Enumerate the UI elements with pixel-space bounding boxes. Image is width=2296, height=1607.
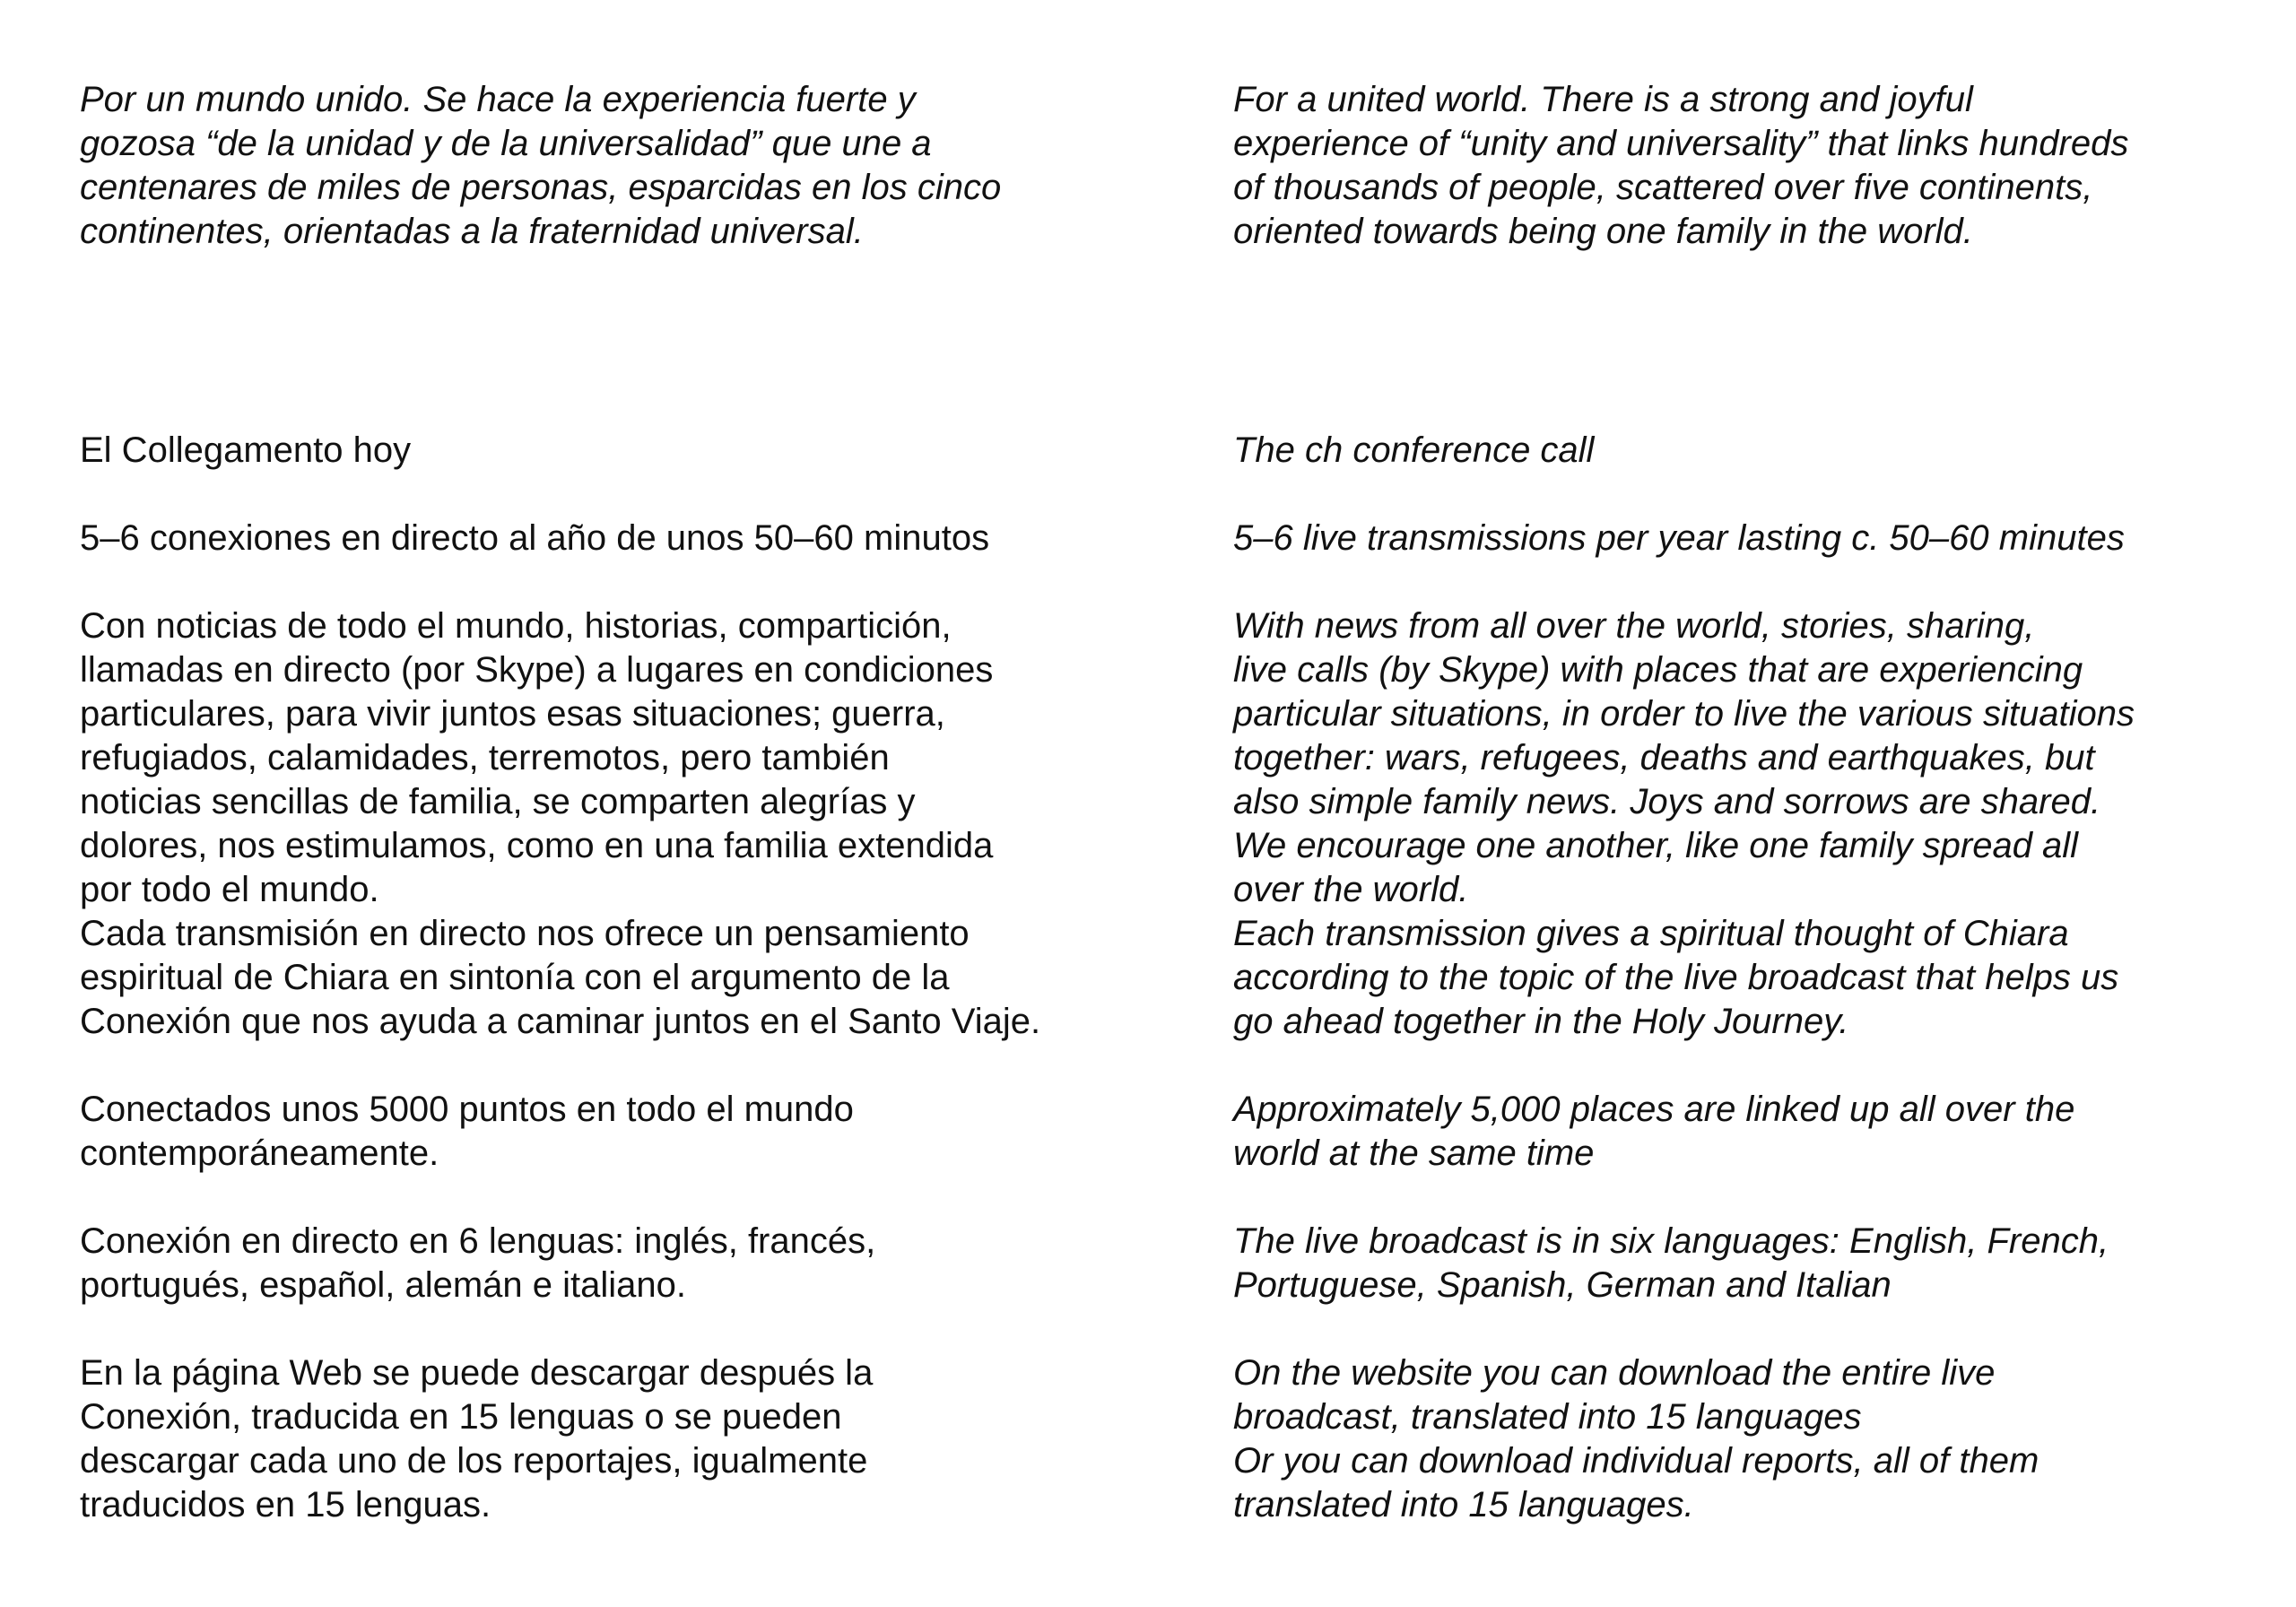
spanish-intro-block: [80, 78, 1174, 254]
english-languages-paragraph: The live broadcast is in six languages: English, French, Portuguese, Spanish, German and Italian: [1233, 1221, 2109, 1305]
spanish-languages-paragraph: Conexión en directo en 6 lenguas: inglés, francés, portugués, español, alemán e italiano.: [80, 1221, 876, 1305]
english-heading: The ch conference call: [1233, 430, 1595, 470]
spanish-heading: El Collegamento hoy: [80, 430, 412, 470]
english-intro-block: [1233, 78, 2274, 254]
english-points-paragraph: Approximately 5,000 places are linked up all over the world at the same time: [1233, 1090, 2075, 1173]
english-news-paragraph: With news from all over the world, stories, sharing, live calls (by Skype) with places that are experiencing particular situations, in order to live the various situations together: wars, refugees, deaths and earthquakes, but also simple family news. Joys and sorrows are shared. We encourage one another, like one family spread all over the world. Each transmission gives a spiritual thought of Chiara according to the topic of the live broadcast that helps us go ahead together in the Holy Journey.: [1233, 606, 2135, 1041]
english-intro: For a united world. There is a strong and joyful experience of “unity and universality” that links hundreds of thousands of people, scattered over five continents, oriented towards being one family in the world.: [1233, 80, 2129, 251]
spanish-body-block: [80, 429, 1174, 1527]
spanish-news-paragraph: Con noticias de todo el mundo, historias, compartición, llamadas en directo (por Skype) a lugares en condiciones particulares, para vivir juntos esas situaciones; guerra, refugiados, calamidades, terremotos, pero también noticias sencillas de familia, se comparten alegrías y dolores, nos estimulamos, como en una familia extendida por todo el mundo. Cada transmisión en directo nos ofrece un pensamiento espiritual de Chiara en sintonía con el argumento de la Conexión que nos ayuda a caminar juntos en el Santo Viaje.: [80, 606, 1041, 1041]
spanish-points-paragraph: Conectados unos 5000 puntos en todo el mundo contemporáneamente.: [80, 1090, 854, 1173]
english-body-block: [1233, 429, 2274, 1527]
spanish-intro: Por un mundo unido. Se hace la experiencia fuerte y gozosa “de la unidad y de la universalidad” que une a centenares de miles de personas, esparcidas en los cinco continentes, orientadas a la fraternidad universal.: [80, 80, 1002, 251]
english-download-paragraph: On the website you can download the entire live broadcast, translated into 15 languages Or you can download individual reports, all of them translated into 15 languages.: [1233, 1353, 2039, 1524]
english-frequency: 5–6 live transmissions per year lasting c. 50–60 minutes: [1233, 518, 2125, 558]
spanish-frequency: 5–6 conexiones en directo al año de unos 50–60 minutos: [80, 518, 990, 558]
spanish-download-paragraph: En la página Web se puede descargar después la Conexión, traducida en 15 lenguas o se pueden descargar cada uno de los reportajes, igualmente traducidos en 15 lenguas.: [80, 1353, 874, 1524]
